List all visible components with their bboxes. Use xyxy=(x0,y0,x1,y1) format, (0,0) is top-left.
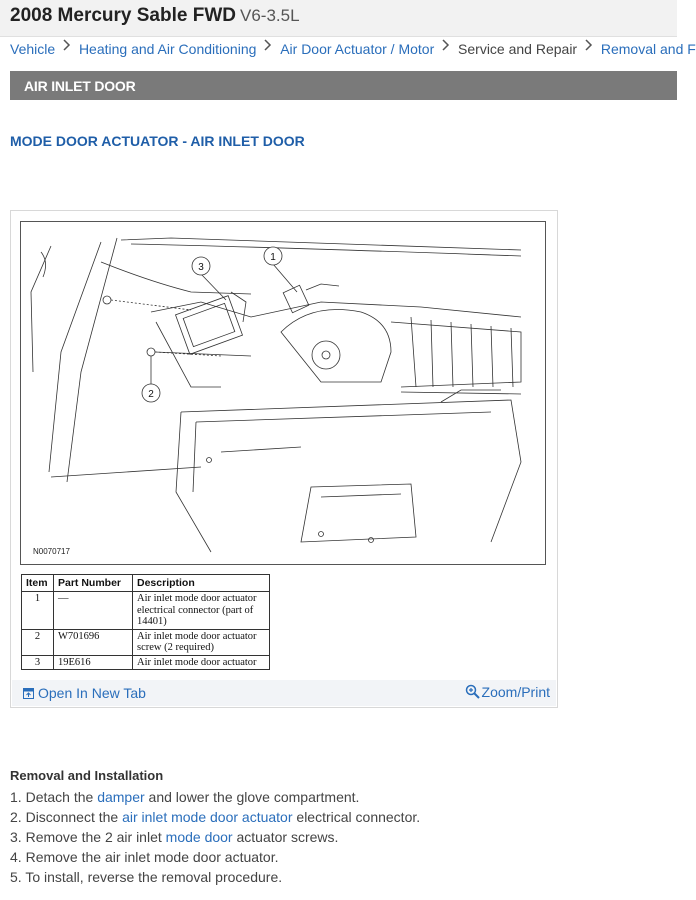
mode-door-link[interactable]: mode door xyxy=(165,829,233,845)
cell-item: 3 xyxy=(22,655,54,670)
diagram-illustration[interactable] xyxy=(20,221,546,565)
open-new-tab-label: Open In New Tab xyxy=(38,685,146,701)
step-number: 4. xyxy=(10,849,22,865)
removal-installation-title: Removal and Installation xyxy=(10,768,164,783)
breadcrumb-vehicle[interactable]: Vehicle xyxy=(10,41,56,58)
table-row xyxy=(22,592,270,630)
description-line: Air inlet mode door actuator xyxy=(137,630,257,642)
step-text: Remove the air inlet mode door actuator. xyxy=(25,849,279,865)
step-text: To install, reverse the removal procedure. xyxy=(25,869,283,885)
chevron-right-icon xyxy=(583,37,595,53)
step-text: actuator screws. xyxy=(236,829,339,845)
top-bar xyxy=(0,0,677,37)
breadcrumb-removal[interactable]: Removal and F xyxy=(600,41,696,58)
description-line: screw (2 required) xyxy=(137,642,214,653)
table-row xyxy=(22,629,270,655)
section-header xyxy=(10,71,677,100)
step-number: 1. xyxy=(10,789,22,805)
figure-card xyxy=(10,210,558,708)
breadcrumb-actuator[interactable]: Air Door Actuator / Motor xyxy=(280,41,435,58)
cell-item: 2 xyxy=(22,629,54,655)
list-item xyxy=(10,849,420,869)
cell-part-number: — xyxy=(54,592,133,630)
zoom-print-link[interactable] xyxy=(465,684,550,700)
table-header-row xyxy=(22,575,270,592)
chevron-right-icon xyxy=(61,37,73,53)
air-inlet-mode-door-actuator-link[interactable]: air inlet mode door actuator xyxy=(122,809,293,825)
parts-table xyxy=(21,574,270,670)
step-text: Disconnect the xyxy=(25,809,119,825)
cell-item: 1 xyxy=(22,592,54,630)
list-item xyxy=(10,869,420,889)
step-text: and lower the glove compartment. xyxy=(148,789,360,805)
callout-2: 2 xyxy=(148,389,154,400)
figure-footer xyxy=(12,680,556,706)
cell-description xyxy=(133,655,270,670)
step-text: Detach the xyxy=(25,789,94,805)
step-text: Remove the 2 air inlet xyxy=(25,829,162,845)
section-title: AIR INLET DOOR xyxy=(24,78,136,94)
damper-link[interactable]: damper xyxy=(97,789,145,805)
list-item xyxy=(10,809,420,829)
column-header-description: Description xyxy=(133,575,270,592)
description-line: Air inlet mode door actuator xyxy=(137,656,257,668)
column-header-item: Item xyxy=(22,575,54,592)
open-new-tab-link[interactable] xyxy=(23,685,146,701)
list-item xyxy=(10,829,420,849)
vehicle-title: 2008 Mercury Sable FWD xyxy=(10,5,236,26)
description-line: Air inlet mode door actuator xyxy=(137,593,257,604)
breadcrumb-heating[interactable]: Heating and Air Conditioning xyxy=(78,41,257,58)
breadcrumb-service: Service and Repair xyxy=(458,41,578,58)
zoom-icon xyxy=(465,684,480,699)
breadcrumb xyxy=(10,37,696,58)
description-line: electrical connector (part of xyxy=(137,604,254,616)
step-text: electrical connector. xyxy=(296,809,421,825)
figure-id: N0070717 xyxy=(33,547,70,556)
cell-description xyxy=(133,629,270,655)
step-number: 5. xyxy=(10,869,22,885)
open-new-tab-icon xyxy=(23,688,34,699)
table-row xyxy=(22,655,270,670)
chevron-right-icon xyxy=(262,37,274,53)
zoom-print-label: Zoom/Print xyxy=(481,684,550,700)
removal-steps-list xyxy=(10,789,420,889)
callout-1: 1 xyxy=(270,252,276,263)
chevron-right-icon xyxy=(440,37,452,53)
column-header-part-number: Part Number xyxy=(54,575,133,592)
cell-part-number: W701696 xyxy=(54,629,133,655)
page-title xyxy=(10,5,300,27)
cell-part-number: 19E616 xyxy=(54,655,133,670)
step-number: 3. xyxy=(10,829,22,845)
diagram-drawing xyxy=(21,222,545,564)
cell-description xyxy=(133,592,270,630)
step-number: 2. xyxy=(10,809,22,825)
callout-3: 3 xyxy=(198,262,204,273)
procedure-heading: MODE DOOR ACTUATOR - AIR INLET DOOR xyxy=(10,133,305,149)
list-item xyxy=(10,789,420,809)
description-line: 14401) xyxy=(137,616,167,627)
engine-label: V6-3.5L xyxy=(239,6,300,25)
